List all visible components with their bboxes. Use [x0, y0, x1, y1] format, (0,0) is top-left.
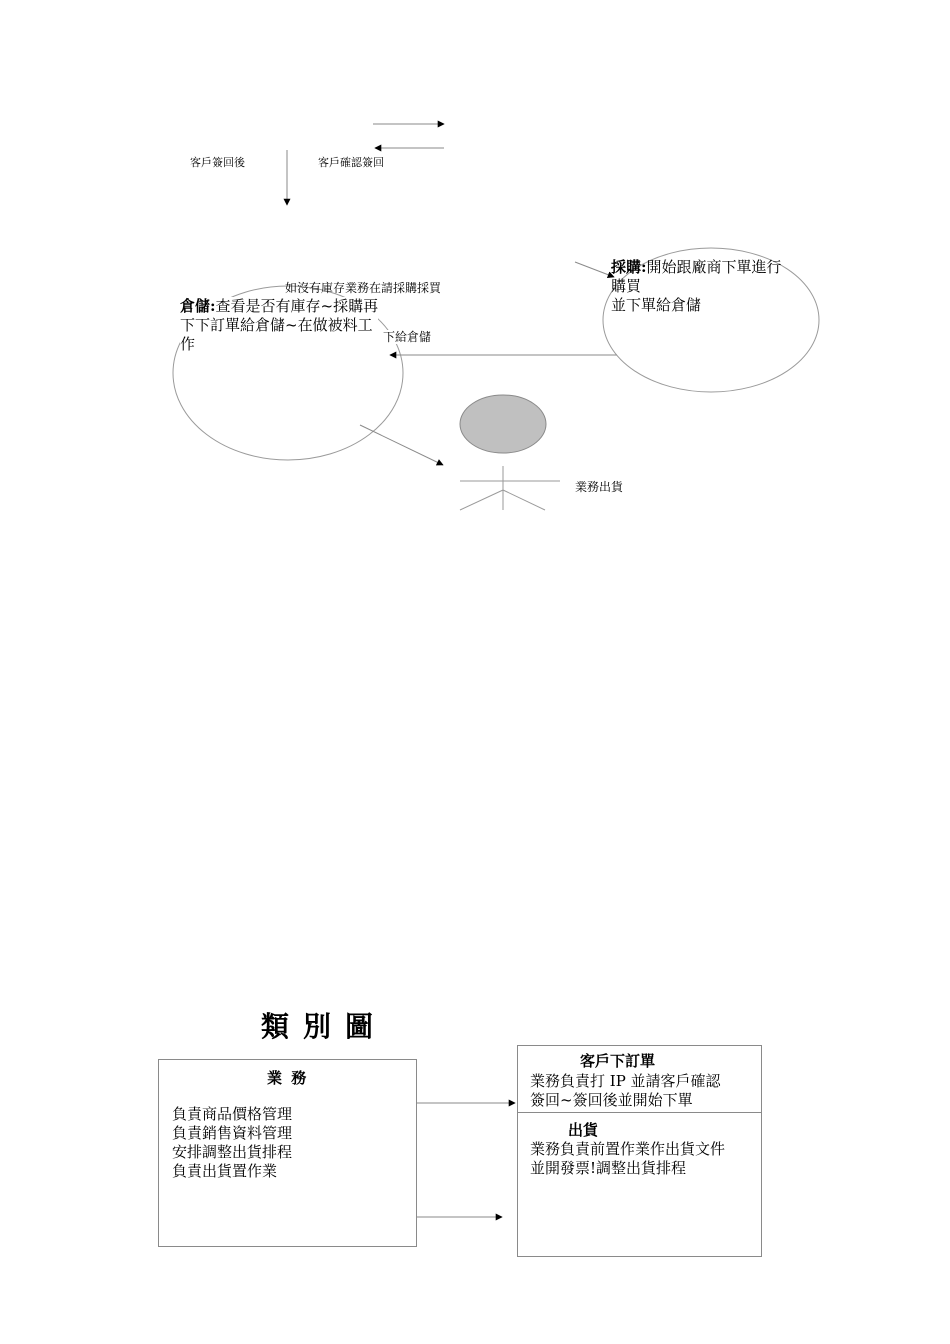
purchase-line1: 開始跟廠商下單進行 — [646, 258, 782, 276]
warehouse-line1: 查看是否有庫存~採購再 — [215, 297, 379, 315]
arrow-to-purchase — [575, 262, 614, 277]
sales-duty: 負責出貨置作業 — [172, 1162, 278, 1180]
order-desc-line2: 簽回~簽回後並開始下單 — [530, 1091, 693, 1109]
sales-duty: 安排調整出貨排程 — [172, 1143, 293, 1161]
label-customer-signed-back: 客戶簽回後 — [190, 156, 245, 169]
order-class-box — [517, 1045, 762, 1113]
purchase-text — [611, 258, 782, 315]
order-class-desc — [530, 1072, 721, 1110]
purchase-line2: 購買 — [611, 277, 642, 295]
sales-class-box — [158, 1059, 417, 1247]
label-if-no-stock: 如沒有庫存業務在請採購採買 — [285, 281, 442, 295]
ship-desc-line1: 業務負責前置作業作出貨文件 — [530, 1140, 726, 1158]
ship-class-desc — [530, 1140, 725, 1178]
warehouse-text — [180, 297, 378, 354]
warehouse-line2: 下下訂單給倉儲~在做被料工 — [180, 316, 373, 334]
label-sales-ship: 業務出貨 — [575, 480, 624, 494]
purchase-line3: 並下單給倉儲 — [611, 296, 702, 314]
class-diagram-title: 類別圖 — [261, 1010, 388, 1043]
warehouse-title: 倉儲: — [180, 297, 216, 315]
ship-class-name: 出貨 — [568, 1121, 599, 1139]
purchase-title: 採購: — [611, 258, 647, 276]
sales-class-name: 業 務 — [267, 1069, 309, 1087]
arrow-warehouse-to-ship — [360, 425, 443, 465]
sales-duties — [172, 1105, 292, 1181]
warehouse-line3: 作 — [180, 335, 196, 353]
order-desc-line1: 業務負責打 IP 並請客戶確認 — [530, 1072, 721, 1090]
ship-class-box — [517, 1112, 762, 1257]
ship-desc-line2: 並開發票!調整出貨排程 — [530, 1159, 687, 1177]
actor-body — [460, 466, 560, 510]
label-to-warehouse: 下給倉儲 — [383, 330, 432, 344]
actor-head — [460, 395, 546, 453]
sales-duty: 負責商品價格管理 — [172, 1105, 293, 1123]
order-class-name: 客戶下訂單 — [580, 1052, 656, 1070]
sales-duty: 負責銷售資料管理 — [172, 1124, 293, 1142]
label-customer-confirm-sign: 客戶確認簽回 — [318, 156, 384, 169]
